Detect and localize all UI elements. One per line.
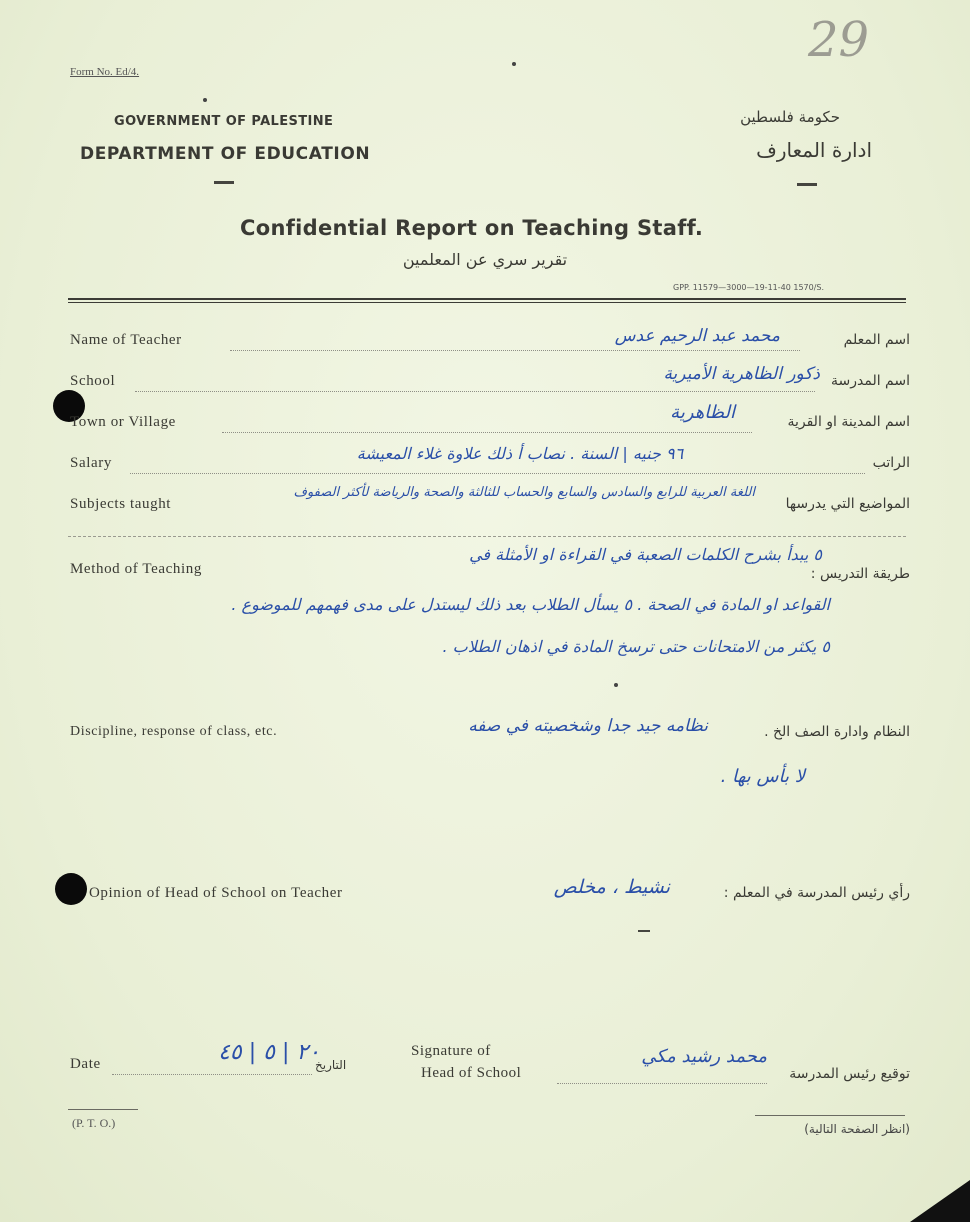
pto-en: (P. T. O.) [72,1116,116,1130]
opinion-value: نشيط ، مخلص [553,876,670,898]
opinion-label-en: Opinion of Head of School on Teacher [89,885,343,901]
punch-hole [55,873,87,905]
discipline-line-2: لا بأس بها . [720,766,805,787]
ink-speck [614,683,618,687]
department-title-ar: ادارة المعارف [756,138,872,162]
header-rule [68,298,906,300]
department-title-en: DEPARTMENT OF EDUCATION [80,144,371,164]
date-value: ٢٠ | ٥ | ٤٥ [218,1040,320,1065]
school-label-en: School [70,373,116,389]
school-value: ذكور الظاهرية الأميرية [663,364,820,384]
form-number: Form No. Ed/4. [70,66,140,78]
town-dotted-line [222,432,752,433]
salary-dotted-line [130,473,865,474]
salary-value: ٩٦ جنيه | السنة . نصاب أ ذلك علاوة غلاء المعيشة [356,444,684,463]
school-label-ar: اسم المدرسة [831,373,910,389]
town-label-ar: اسم المدينة او القرية [787,414,910,430]
name-dotted-line [230,350,800,351]
method-line-3: ٥ يكثر من الامتحانات حتى ترسخ المادة في اذهان الطلاب . [442,637,830,656]
method-line-2: القواعد او المادة في الصحة . ٥ يسأل الطلاب بعد ذلك ليستدل على مدى فهمهم للموضوع . [231,595,830,614]
town-label-en: Town or Village [70,414,176,430]
header-dash [214,181,234,184]
government-title-en: GOVERNMENT OF PALESTINE [114,114,334,129]
salary-label-ar: الراتب [872,455,910,471]
date-dotted-line [112,1074,312,1075]
method-line-1: ٥ يبدأ بشرح الكلمات الصعبة في القراءة او الأمثلة في [469,545,822,564]
subjects-value: اللغة العربية للرابع والسادس والسابع والحساب للثالثة والصحة والرياضة لأكثر الصفوف [293,485,755,500]
section-divider [68,536,906,538]
method-label-ar: طريقة التدريس : [810,566,910,582]
ink-speck [203,98,207,102]
signature-dotted-line [557,1083,767,1084]
method-label-en: Method of Teaching [70,561,202,577]
opinion-label-ar: رأي رئيس المدرسة في المعلم : [723,885,910,901]
ink-speck [512,62,516,66]
date-label-en: Date [70,1056,101,1072]
header-rule [68,302,906,303]
report-title-ar: تقرير سري عن المعلمين [402,250,568,269]
name-label-en: Name of Teacher [70,332,182,348]
opinion-dash [638,930,650,932]
page-number: 29 [808,12,870,68]
footer-rule [68,1109,138,1110]
school-dotted-line [135,391,815,392]
header-dash [797,183,817,186]
name-value: محمد عبد الرحيم عدس [614,326,780,346]
salary-label-en: Salary [70,455,112,471]
signature-label-ar: توقيع رئيس المدرسة [789,1066,910,1082]
report-title-en: Confidential Report on Teaching Staff. [240,216,704,240]
discipline-label-ar: النظام وادارة الصف الخ . [764,724,910,740]
signature-label-line-1: Signature of [411,1043,491,1059]
town-value: الظاهرية [670,402,735,423]
date-label-ar: التاريخ [315,1058,347,1072]
government-title-ar: حكومة فلسطين [740,108,840,126]
subjects-label-ar: المواضيع التي يدرسها [785,496,910,512]
discipline-line-1: نظامه جيد جدا وشخصيته في صفه [468,716,708,736]
page-corner-fold [900,1180,970,1222]
print-reference: GPP. 11579—3000—19-11-40 1570/S. [673,283,825,292]
discipline-label-en: Discipline, response of class, etc. [70,724,278,739]
name-label-ar: اسم المعلم [843,332,910,348]
subjects-label-en: Subjects taught [70,496,172,512]
signature-label-line-2: Head of School [421,1065,522,1081]
pto-ar: (انظر الصفحة التالية) [804,1122,910,1136]
signature-value: محمد رشيد مكي [641,1046,767,1067]
footer-rule [755,1115,905,1116]
